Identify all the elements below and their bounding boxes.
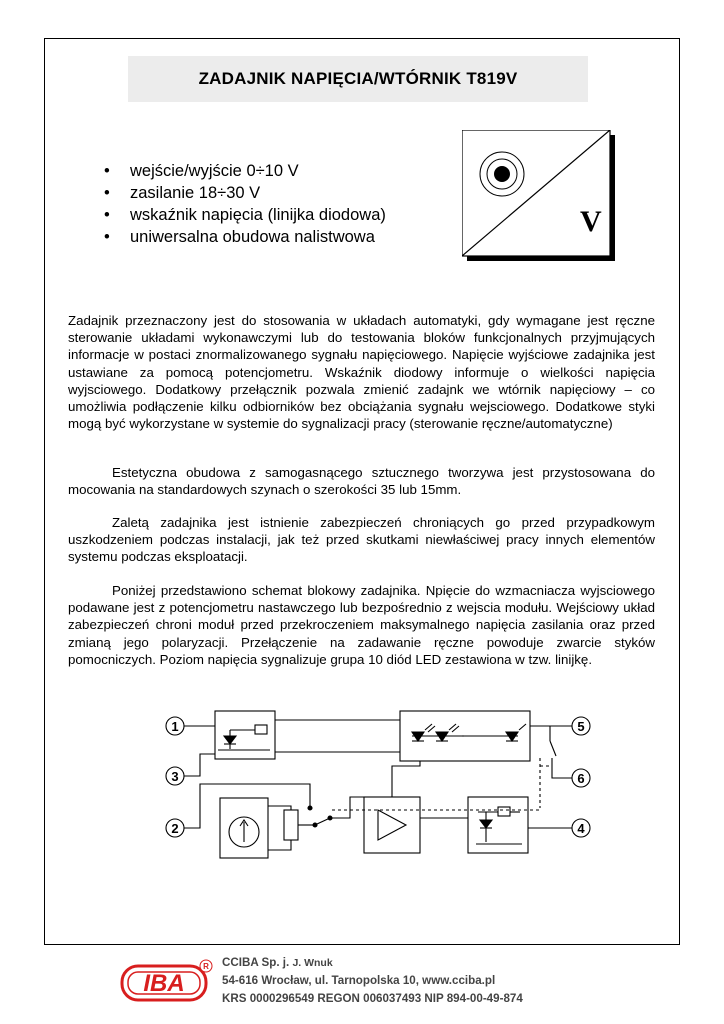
output-protection-block (468, 797, 528, 853)
terminal-1-label: 1 (171, 719, 179, 734)
company-registry: KRS 0000296549 REGON 006037493 NIP 894-00-49-874 (222, 992, 523, 1005)
logo-text: IBA (143, 970, 185, 997)
feature-item: • wskaźnik napięcia (linijka diodowa) (104, 204, 386, 226)
pot-wire-bottom (268, 840, 291, 850)
page-title: ZADAJNIK NAPIĘCIA/WTÓRNIK T819V (198, 69, 518, 88)
terminal-2-label: 2 (171, 821, 179, 836)
feature-item: • zasilanie 18÷30 V (104, 182, 386, 204)
terminal-6-label: 6 (577, 771, 585, 786)
paragraph-description: Zadajnik przeznaczony jest do stosowania w układach automatyki, gdy wymagane jest ręczne sterowanie układami wykonawczymi lub do testowania bloków funkcjonalnych przyjmujących informacje w postaci znormalizowanego sygnału napięciowego. Napięcie wyjściowe zadajnika jest ustawiane za pomocą potencjometru. Wskaźnik diodowy informuje o wielkości napięcia wyjsciowego. Dodatkowy przełącznik pozwala zmienić zadajnk we wtórnik napięciowy – co umożliwia podłączenie kilku odbiorników bez obciążania sygnału wejsciowego. Dodatkowe styki mogą być wykorzystane w systemie do sygnalizacji pracy (sterowanie ręczne/automatyczne) (68, 313, 655, 432)
paragraph-block-diagram: Poniżej przedstawiono schemat blokowy zadajnika. Npięcie do wzmacniacza wyjsciowego podawane jest z potencjometru nastawczego lub bezpośrednio z wejscia modułu. Wejściowy układ zabezpieczeń chroni moduł przed przekroczeniem maksymalnego napięcia zasilania oraz przed zmianą jego polaryzacji. Przełączenie na zadawanie ręczne powoduje zwarcie styków pomocniczych. Poziom napięcia sygnalizuje grupa 10 diód LED zestawiona w tzw. linijkę. (68, 583, 655, 667)
potentiometer-resistor (284, 810, 298, 840)
company-logo (118, 958, 214, 1004)
paragraph-housing: Estetyczna obudowa z samogasnącego sztucznego tworzywa jest przystosowana do mocowania na standardowych szynach o szerokości 35 lub 15mm. (68, 465, 655, 498)
wire-amp-led (392, 761, 420, 797)
switch-contact (313, 823, 317, 827)
led-ray (519, 724, 526, 730)
terminal-4-label: 4 (577, 821, 585, 836)
device-front-panel (462, 130, 620, 266)
protection-diode (224, 736, 236, 744)
feature-list (104, 160, 386, 248)
terminal-3-label: 3 (171, 769, 179, 784)
company-footer (222, 954, 523, 1008)
amplifier-block (364, 797, 420, 853)
input-protection-block (215, 711, 275, 759)
output-resistor (498, 807, 510, 816)
block-diagram (160, 706, 600, 868)
knob-center (494, 166, 510, 182)
feature-item: • wejście/wyjście 0÷10 V (104, 160, 386, 182)
protection-resistor (255, 725, 267, 734)
wire-6 (552, 758, 572, 778)
title-box (128, 56, 588, 102)
paragraph-protection: Zaletą zadajnika jest istnienie zabezpieczeń chroniących go przed przypadkowym uszkodzeniem podczas instalacji, jak też przed skutkami niewłaściwej pracy innych elementów systemu podczas eksploatacji. (68, 515, 655, 565)
switch-contact (308, 806, 312, 810)
company-name: CCIBA Sp. j. (222, 956, 290, 969)
registered-letter: R (203, 962, 209, 971)
pot-wire-top (268, 806, 291, 810)
company-owner: J. Wnuk (292, 957, 333, 969)
aux-contact (550, 741, 556, 756)
amplifier-symbol (378, 810, 406, 840)
wire-3 (184, 754, 215, 776)
device-label: V (580, 205, 602, 238)
output-diode (480, 820, 492, 828)
switch-lever (317, 818, 330, 824)
terminal-5-label: 5 (577, 719, 585, 734)
company-address: 54-616 Wrocław, ul. Tarnopolska 10, www.cciba.pl (222, 974, 496, 987)
feature-item: • uniwersalna obudowa nalistwowa (104, 226, 386, 248)
wire-switch-out (330, 797, 364, 818)
